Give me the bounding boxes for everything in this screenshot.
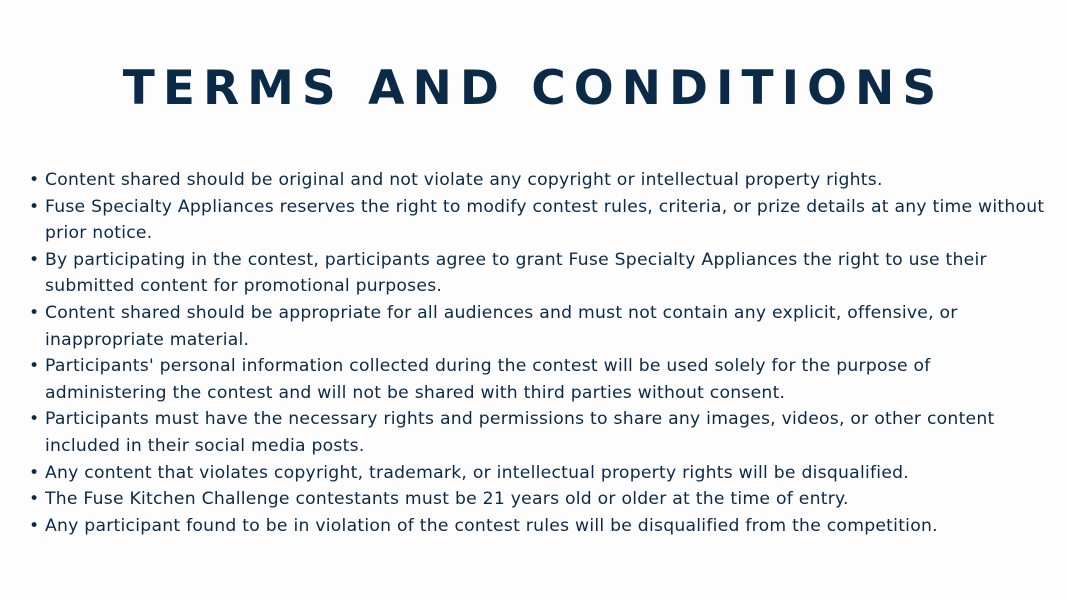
- term-item: [29, 460, 1045, 487]
- term-text: Any content that violates copyright, trademark, or intellectual property rights will be disqualified.: [45, 462, 910, 483]
- term-item: [29, 353, 1045, 406]
- term-item: [29, 247, 1045, 300]
- bullet-icon: •: [29, 515, 40, 536]
- term-text: Participants must have the necessary rights and permissions to share any images, videos, or other content included in their social media posts.: [45, 409, 995, 456]
- terms-list: [29, 167, 1045, 539]
- term-item: [29, 167, 1045, 194]
- bullet-icon: •: [29, 302, 40, 323]
- bullet-icon: •: [29, 170, 40, 190]
- term-text: Fuse Specialty Appliances reserves the right to modify contest rules, criteria, or prize details at any time without prior notice.: [45, 196, 1045, 244]
- term-item: [29, 513, 1045, 540]
- term-item: [29, 486, 1045, 513]
- bullet-icon: •: [29, 356, 40, 377]
- term-text: Content shared should be appropriate for all audiences and must not contain any explicit, offensive, or inappropriate material.: [45, 302, 958, 350]
- term-text: Content shared should be original and not violate any copyright or intellectual property rights.: [45, 170, 883, 190]
- term-item: [29, 406, 1045, 459]
- term-text: The Fuse Kitchen Challenge contestants must be 21 years old or older at the time of entry.: [45, 489, 849, 510]
- term-text: Participants' personal information collected during the contest will be used solely for the purpose of administering the contest and will not be shared with third parties without consent.: [45, 356, 931, 403]
- page-title: TERMS AND CONDITIONS: [122, 61, 945, 116]
- bullet-icon: •: [29, 462, 40, 483]
- term-item: [29, 194, 1045, 247]
- bullet-icon: •: [29, 489, 40, 510]
- term-text: By participating in the contest, participants agree to grant Fuse Specialty Appliances the right to use their submitted content for promotional purposes.: [45, 249, 987, 297]
- term-item: [29, 300, 1045, 353]
- term-text: Any participant found to be in violation of the contest rules will be disqualified from the competition.: [45, 515, 938, 536]
- bullet-icon: •: [29, 409, 40, 430]
- bullet-icon: •: [29, 249, 40, 270]
- bullet-icon: •: [29, 196, 40, 217]
